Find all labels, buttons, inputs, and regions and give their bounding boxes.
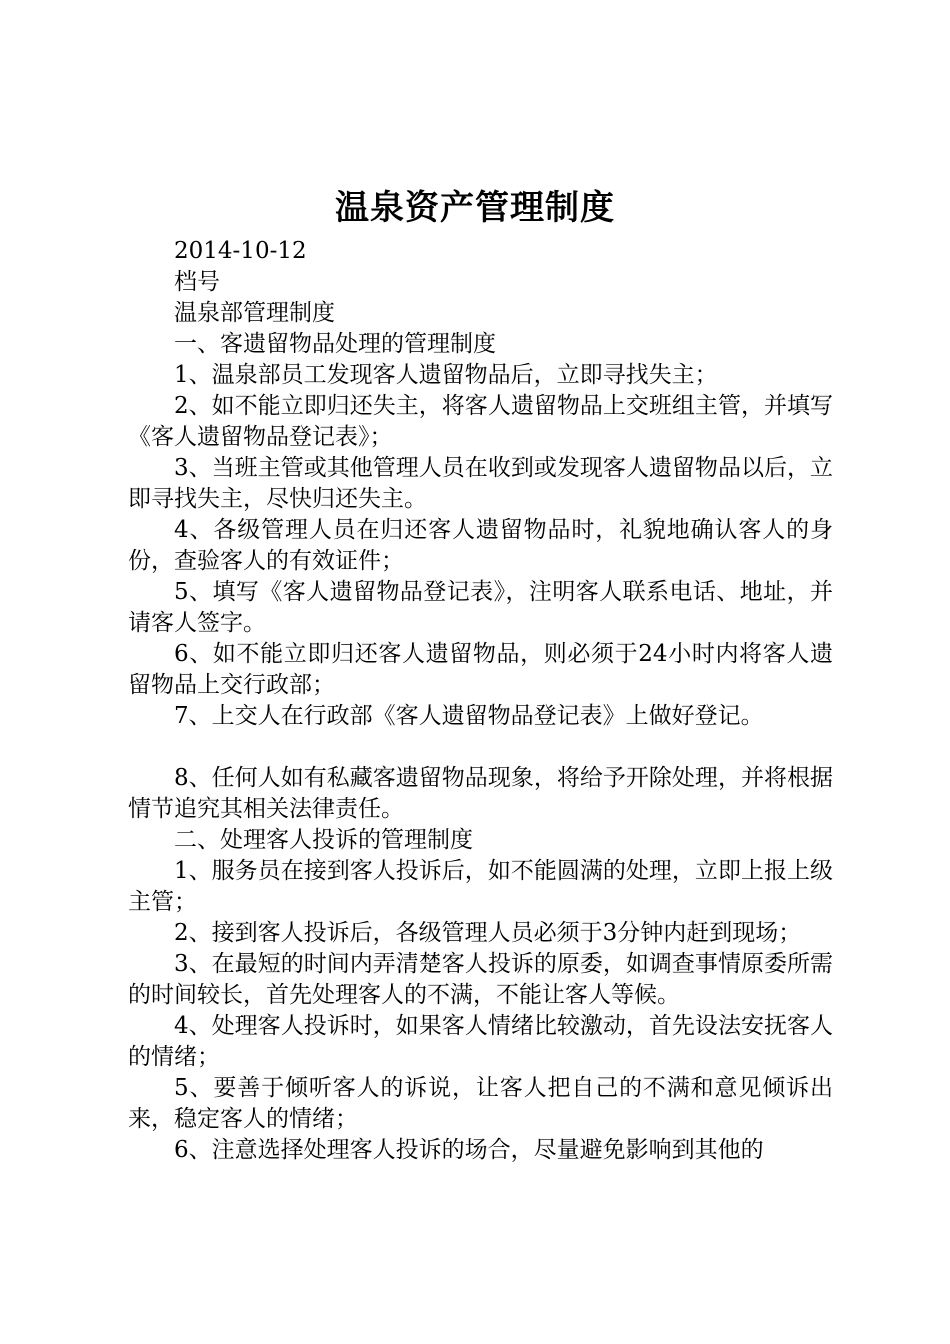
- section2-heading: 二、处理客人投诉的管理制度: [174, 827, 473, 853]
- section1-item-5: 5、填写《客人遗留物品登记表》，注明客人联系电话、地址，并请客人签字。: [128, 579, 833, 636]
- section2-item-6: 6、注意选择处理客人投诉的场合，尽量避免影响到其他的: [174, 1137, 764, 1163]
- section1-item-8: 8、任何人如有私藏客遗留物品现象，将给予开除处理，并将根据情节追究其相关法律责任。: [128, 765, 833, 822]
- section1-heading: 一、客遗留物品处理的管理制度: [174, 331, 496, 357]
- section1-item-6: 6、如不能立即归还客人遗留物品，则必须于24小时内将客人遗留物品上交行政部；: [128, 641, 833, 698]
- document-date: 2014-10-12: [174, 238, 307, 264]
- section2-item-4: 4、处理客人投诉时，如果客人情绪比较激动，首先设法安抚客人的情绪；: [128, 1013, 833, 1070]
- section2-item-1: 1、服务员在接到客人投诉后，如不能圆满的处理，立即上报上级主管；: [128, 858, 833, 915]
- section1-item-1: 1、温泉部员工发现客人遗留物品后，立即寻找失主；: [174, 362, 718, 388]
- blank-line: [128, 732, 833, 763]
- section1-item-2: 2、如不能立即归还失主，将客人遗留物品上交班组主管，并填写《客人遗留物品登记表》；: [128, 393, 833, 450]
- section1-item-3: 3、当班主管或其他管理人员在收到或发现客人遗留物品以后，立即寻找失主，尽快归还失主。: [128, 455, 833, 512]
- section1-item-4: 4、各级管理人员在归还客人遗留物品时，礼貌地确认客人的身份，查验客人的有效证件；: [128, 517, 833, 574]
- document-title: 温泉资产管理制度: [335, 188, 615, 228]
- section2-item-5: 5、要善于倾听客人的诉说，让客人把自己的不满和意见倾诉出来，稳定客人的情绪；: [128, 1075, 833, 1132]
- document-body: [128, 236, 833, 1166]
- section2-item-3: 3、在最短的时间内弄清楚客人投诉的原委，如调查事情原委所需的时间较长，首先处理客人的不满，不能让客人等候。: [128, 951, 833, 1008]
- archive-label: 档号: [174, 269, 220, 295]
- section1-item-7: 7、上交人在行政部《客人遗留物品登记表》上做好登记。: [174, 703, 764, 729]
- department-label: 温泉部管理制度: [174, 300, 335, 326]
- section2-item-2: 2、接到客人投诉后，各级管理人员必须于3分钟内赶到现场；: [174, 920, 802, 946]
